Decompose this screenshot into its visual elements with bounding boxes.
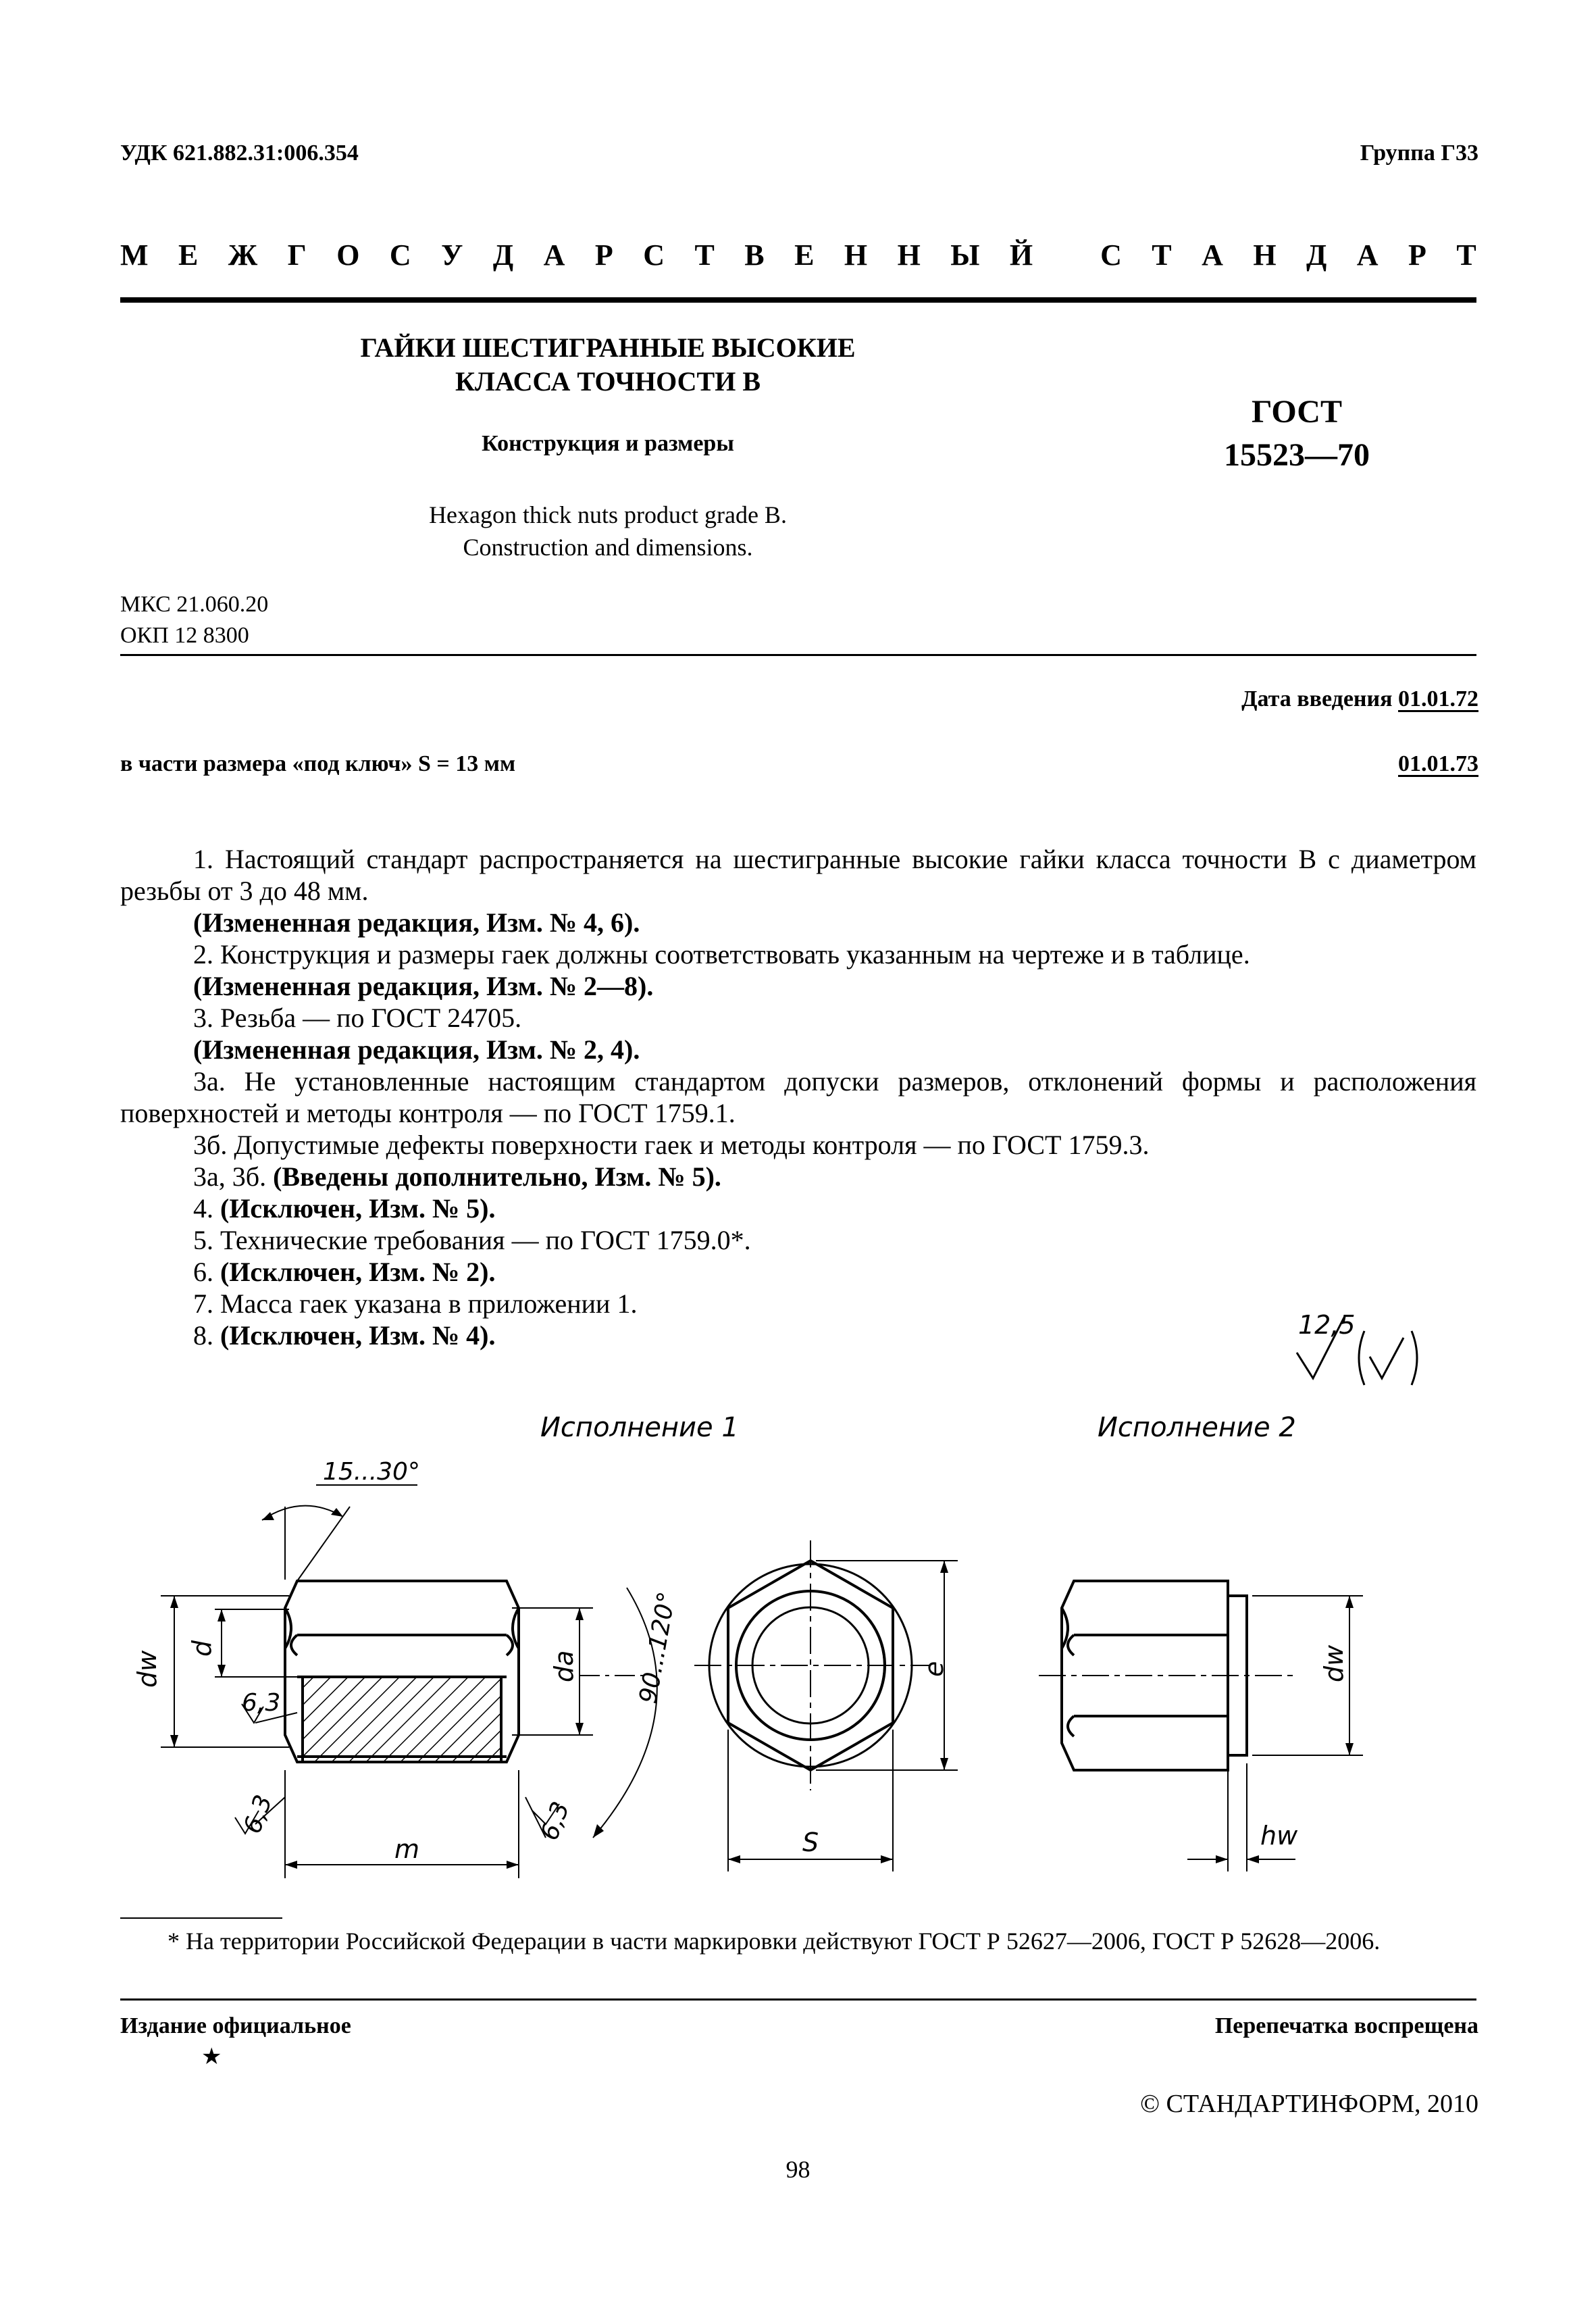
heading-letter: А [1202, 238, 1223, 272]
clause-3ab-amendment: (Введены дополнительно, Изм. № 5). [273, 1161, 721, 1192]
heading-letter: С [643, 238, 665, 272]
page-number: 98 [786, 2156, 810, 2183]
clause-3b: 3б. Допустимые дефекты поверхности гаек и методы контроля — по ГОСТ 1759.3. [193, 1130, 1150, 1160]
heading-letter [1063, 238, 1071, 272]
clause-3-amendment: (Измененная редакция, Изм. № 2, 4). [193, 1034, 640, 1065]
heading-letter: М [120, 238, 149, 272]
variant-1-side-view [262, 1506, 519, 1762]
heading-letter: Е [178, 238, 199, 272]
clause-8 [120, 1319, 1476, 1351]
mks-code: МКС 21.060.20 [120, 592, 269, 617]
heading-letter: У [441, 238, 463, 272]
group-code: Группа Г33 [1360, 141, 1478, 166]
clause-8-prefix: 8. [193, 1320, 220, 1351]
heading-letter: Н [897, 238, 921, 272]
variant-1-label: Исполнение 1 [540, 1412, 739, 1443]
document-body [120, 843, 1476, 1351]
reprint-notice: Перепечатка воспрещена [1214, 2013, 1478, 2038]
dim-d-label: d [187, 1640, 217, 1657]
partial-date-label: в части размера «под ключ» S = 13 мм [120, 751, 516, 776]
clause-1-amendment: (Измененная редакция, Изм. № 4, 6). [193, 907, 640, 938]
roughness-value: 12,5 [1298, 1310, 1356, 1340]
heading-letter: В [744, 238, 765, 272]
heading-letter: Р [1408, 238, 1426, 272]
gost-label: ГОСТ [1252, 394, 1342, 430]
codes-rule [120, 654, 1476, 656]
title-line-1: ГАЙКИ ШЕСТИГРАННЫЕ ВЫСОКИЕ [360, 332, 856, 363]
clause-2: 2. Конструкция и размеры гаек должны соответствовать указанным на чертеже и в таблице. [193, 939, 1250, 970]
clause-6 [120, 1256, 1476, 1288]
footnote-text: * На территории Российской Федерации в части маркировки действуют ГОСТ Р 52627—2006, ГОСТ Р 52628—2006. [168, 1928, 1381, 1955]
heading-letter: Й [1009, 238, 1033, 272]
standard-type-heading [120, 238, 1476, 272]
nut-drawing [120, 1405, 1464, 1878]
document-title [304, 331, 912, 399]
clause-1: 1. Настоящий стандарт распространяется на шестигранные высокие гайки класса точности В с диаметром резьбы от 3 до 48 мм. [120, 844, 1476, 906]
heading-letter: Т [694, 238, 715, 272]
angle-countersink-label: 90...120° [634, 1589, 681, 1706]
introduction-date-label: Дата введения [1241, 686, 1393, 711]
roughness-symbol [1283, 1304, 1459, 1392]
gost-designation [1209, 391, 1385, 477]
okp-code: ОКП 12 8300 [120, 623, 249, 648]
clause-3: 3. Резьба — по ГОСТ 24705. [193, 1003, 522, 1033]
heading-letter: Ы [950, 238, 980, 272]
variant-1-top-view [694, 1540, 931, 1790]
dim-dw2-label: dw [1319, 1644, 1349, 1682]
udk-code: УДК 621.882.31:006.354 [120, 141, 359, 166]
dim-da-label: da [549, 1650, 579, 1682]
heading-letter: Т [1456, 238, 1476, 272]
heading-letter: Т [1152, 238, 1172, 272]
clause-3a: 3а. Не установленные настоящим стандартом допуски размеров, отклонений формы и расположения поверхностей и методы контроля — по ГОСТ 1759.1. [120, 1066, 1476, 1128]
heading-letter: А [1356, 238, 1379, 272]
heading-letter: Е [794, 238, 815, 272]
heading-letter: С [1100, 238, 1122, 272]
footnote [120, 1926, 1476, 1957]
heading-letter: А [543, 238, 565, 272]
clause-8-amendment: (Исключен, Изм. № 4). [220, 1320, 496, 1351]
partial-date [1398, 751, 1478, 777]
clause-7: 7. Масса гаек указана в приложении 1. [193, 1288, 638, 1319]
rough-inner-label: 6,3 [242, 1689, 281, 1717]
dim-e-label: e [919, 1661, 949, 1677]
clause-3ab [120, 1161, 1476, 1192]
classification-codes [120, 589, 268, 651]
partial-date-value: 01.01.73 [1398, 751, 1478, 776]
heading-letter: О [336, 238, 360, 272]
heading-letter: Р [594, 238, 613, 272]
clause-4-prefix: 4. [193, 1193, 220, 1224]
heading-letter: Н [1253, 238, 1277, 272]
clause-2-amendment: (Измененная редакция, Изм. № 2—8). [193, 971, 654, 1001]
clause-4-amendment: (Исключен, Изм. № 5). [220, 1193, 496, 1224]
english-title-line-2: Construction and dimensions. [463, 534, 753, 561]
heading-letter: С [389, 238, 411, 272]
english-title-line-1: Hexagon thick nuts product grade B. [429, 501, 787, 528]
gost-number: 15523—70 [1224, 437, 1370, 473]
angle-chamfer-label: 15...30° [323, 1458, 420, 1486]
introduction-date-value: 01.01.72 [1398, 686, 1478, 711]
document-subtitle: Конструкция и размеры [482, 431, 734, 456]
dim-m-label: m [394, 1834, 420, 1864]
variant-2-dimensions [1039, 1596, 1363, 1871]
clause-4 [120, 1192, 1476, 1224]
rough-right-label: 6,3 [536, 1798, 575, 1844]
clause-6-prefix: 6. [193, 1257, 220, 1287]
heading-letter: Ж [228, 238, 258, 272]
variant-2-label: Исполнение 2 [1098, 1412, 1296, 1443]
footer-rule [120, 1998, 1476, 2001]
star-icon: ★ [201, 2044, 222, 2069]
heading-letter: Н [844, 238, 868, 272]
footnote-rule [120, 1917, 282, 1919]
dim-dw-label: dw [132, 1650, 162, 1688]
heading-letter: Д [1306, 238, 1327, 272]
title-line-2: КЛАССА ТОЧНОСТИ В [455, 366, 761, 397]
clause-5: 5. Технические требования — по ГОСТ 1759.0*. [193, 1225, 751, 1255]
header-rule [120, 297, 1476, 303]
english-title [304, 499, 912, 563]
edition-label: Издание официальное [120, 2013, 351, 2038]
dim-s-label: S [802, 1828, 819, 1857]
introduction-date [1241, 686, 1478, 712]
clause-6-amendment: (Исключен, Изм. № 2). [220, 1257, 496, 1287]
heading-letter: Д [492, 238, 514, 272]
heading-letter: Г [287, 238, 307, 272]
clause-3ab-prefix: 3а, 3б. [193, 1161, 274, 1192]
rough-left-label: 6,3 [238, 1791, 278, 1838]
dim-hw-label: hw [1260, 1821, 1298, 1851]
copyright: © СТАНДАРТИНФОРМ, 2010 [1140, 2090, 1478, 2118]
